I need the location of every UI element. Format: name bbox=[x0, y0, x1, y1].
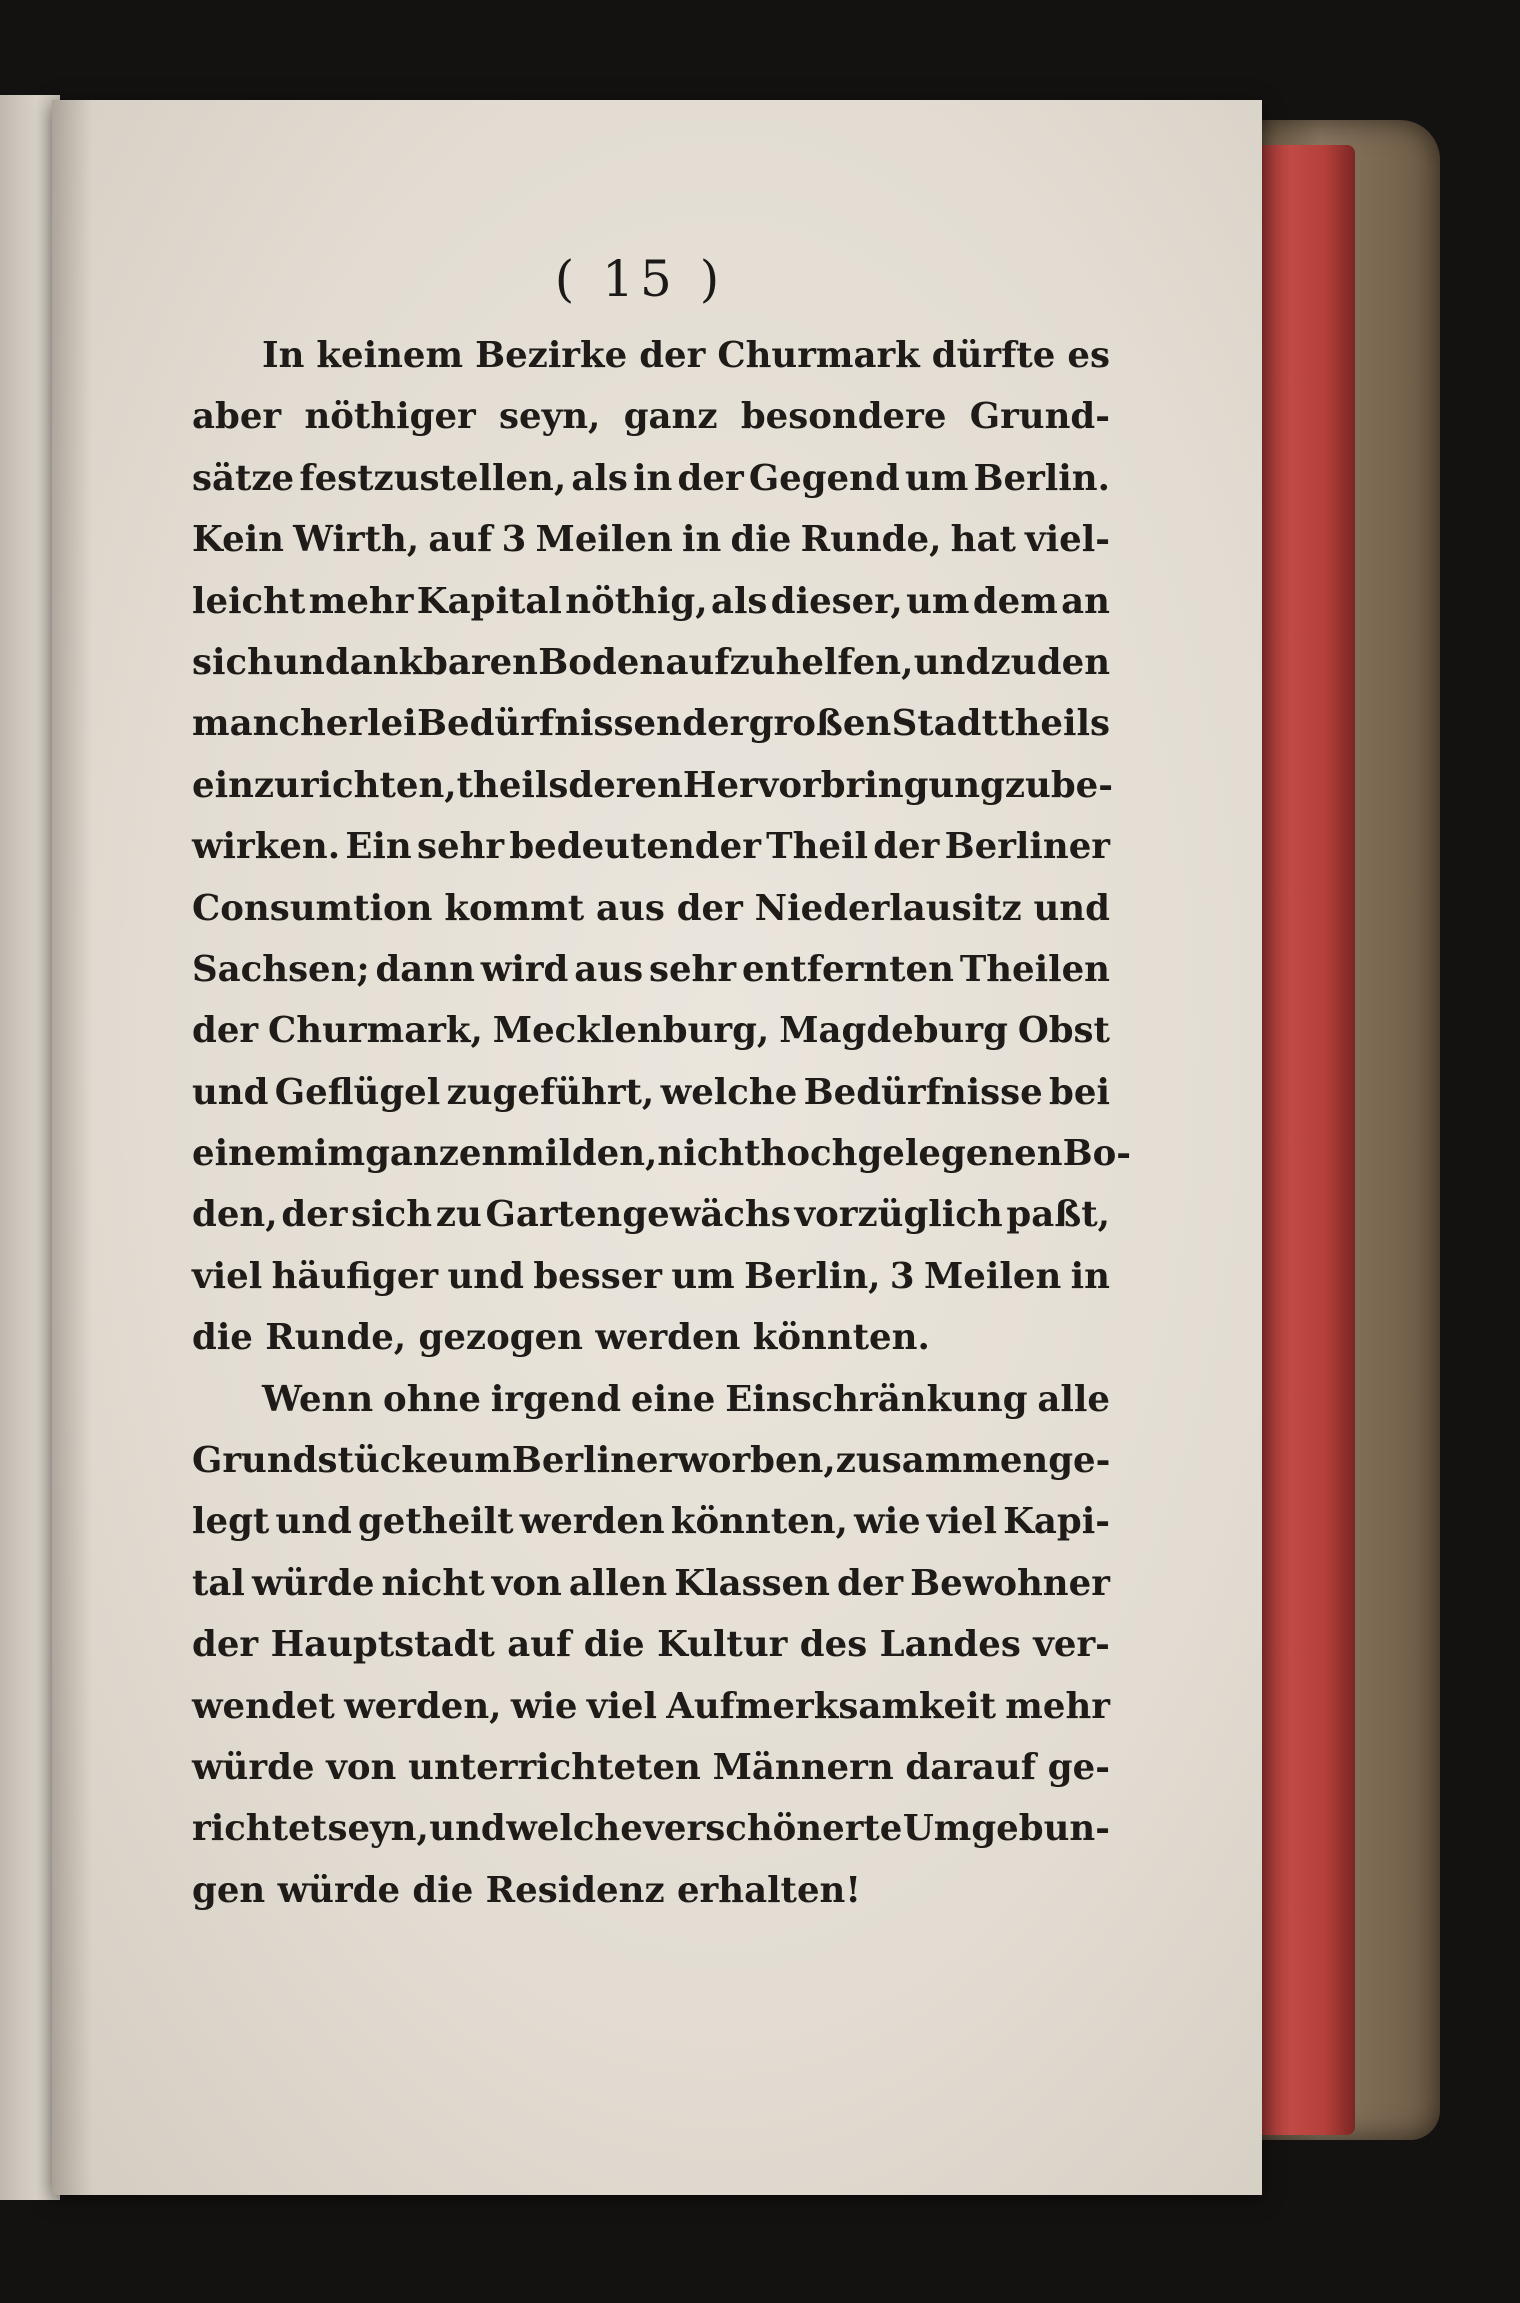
text-line: sätze festzustellen, als in der Gegend um Berlin. bbox=[192, 457, 1110, 499]
text-line: den, der sich zu Gartengewächs vorzüglich paßt, bbox=[192, 1194, 1110, 1236]
text-line: sich undankbaren Boden aufzuhelfen, und zu den bbox=[192, 641, 1110, 683]
text-line: richtet seyn, und welche verschönerte Umgebun- bbox=[192, 1808, 1110, 1850]
text-line: wendet werden, wie viel Aufmerksamkeit mehr bbox=[192, 1685, 1110, 1727]
text-line: aber nöthiger seyn, ganz besondere Grund- bbox=[192, 396, 1110, 438]
text-line: mancherlei Bedürfnissen der großen Stadt theils bbox=[192, 703, 1110, 745]
page-gutter-shadow bbox=[52, 100, 92, 2195]
text-line: der Churmark, Mecklenburg, Magdeburg Obst bbox=[192, 1010, 1110, 1052]
text-line: Kein Wirth, auf 3 Meilen in die Runde, hat viel- bbox=[192, 519, 1110, 561]
text-line: Consumtion kommt aus der Niederlausitz und bbox=[192, 887, 1110, 929]
body-text bbox=[192, 325, 1131, 1921]
text-line: der Hauptstadt auf die Kultur des Landes ver- bbox=[192, 1624, 1110, 1666]
text-line: In keinem Bezirke der Churmark dürfte es bbox=[262, 335, 1110, 376]
text-line: Wenn ohne irgend eine Einschränkung alle bbox=[262, 1378, 1110, 1420]
text-line: legt und getheilt werden könnten, wie viel Kapi- bbox=[192, 1501, 1110, 1543]
text-line: Grundstücke um Berlin erworben, zusammenge- bbox=[192, 1440, 1111, 1482]
text-line: tal würde nicht von allen Klassen der Bewohner bbox=[192, 1562, 1110, 1604]
red-page-edge bbox=[1255, 145, 1355, 2135]
facing-page-edge bbox=[0, 95, 60, 2200]
text-line: die Runde, gezogen werden könnten. bbox=[192, 1317, 930, 1359]
text-line: einem im ganzen milden, nicht hochgelegenen Bo- bbox=[192, 1133, 1131, 1175]
text-line: gen würde die Residenz erhalten! bbox=[192, 1869, 861, 1911]
page-number: ( 15 ) bbox=[554, 250, 726, 308]
paragraph bbox=[192, 1369, 1110, 1922]
text-line: Sachsen; dann wird aus sehr entfernten Theilen bbox=[192, 948, 1110, 990]
text-line: leicht mehr Kapital nöthig, als dieser, um dem an bbox=[192, 580, 1110, 622]
text-line: und Geflügel zugeführt, welche Bedürfnisse bei bbox=[192, 1071, 1110, 1113]
text-line: wirken. Ein sehr bedeutender Theil der Berliner bbox=[192, 826, 1110, 868]
text-line: würde von unterrichteten Männern darauf ge- bbox=[192, 1746, 1110, 1788]
text-line: viel häufiger und besser um Berlin, 3 Meilen in bbox=[192, 1255, 1110, 1297]
paragraph bbox=[192, 325, 1131, 1369]
text-line: einzurichten, theils deren Hervorbringung zu be- bbox=[192, 764, 1113, 806]
